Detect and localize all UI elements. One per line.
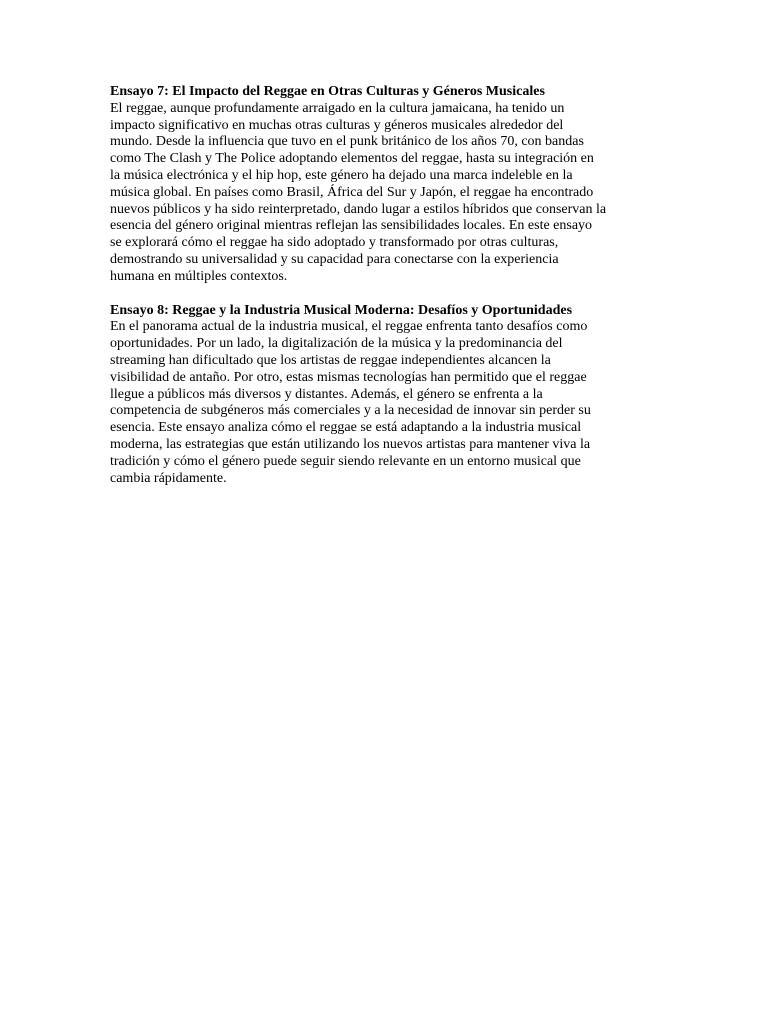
essay-8-line: tradición y cómo el género puede seguir siendo relevante en un entorno musical que	[110, 453, 581, 469]
essay-8-line: En el panorama actual de la industria musical, el reggae enfrenta tanto desafíos como	[110, 319, 588, 335]
essay-7-body	[110, 101, 668, 286]
essay-8-body	[110, 319, 668, 487]
essay-7-line: impacto significativo en muchas otras culturas y géneros musicales alrededor del	[110, 117, 564, 133]
essay-8-line: streaming han dificultado que los artistas de reggae independientes alcancen la	[110, 352, 551, 368]
essay-7-line: El reggae, aunque profundamente arraigado en la cultura jamaicana, ha tenido un	[110, 100, 565, 116]
essay-8-line: llegue a públicos más diversos y distantes. Además, el género se enfrenta a la	[110, 386, 543, 402]
essay-8-title: Ensayo 8: Reggae y la Industria Musical Moderna: Desafíos y Oportunidades	[110, 302, 573, 318]
essay-7-line: esencia del género original mientras reflejan las sensibilidades locales. En este ensayo	[110, 218, 593, 234]
essay-7-line: música global. En países como Brasil, África del Sur y Japón, el reggae ha encontrado	[110, 184, 594, 200]
essay-7-line: se explorará cómo el reggae ha sido adoptado y transformado por otras culturas,	[110, 235, 559, 251]
essay-8-line: cambia rápidamente.	[110, 470, 227, 486]
essay-8-section	[110, 303, 668, 488]
essay-7-line: como The Clash y The Police adoptando elementos del reggae, hasta su integración en	[110, 151, 594, 167]
essay-7-line: la música electrónica y el hip hop, este género ha dejado una marca indeleble en la	[110, 167, 573, 183]
essay-8-line: visibilidad de antaño. Por otro, estas mismas tecnologías han permitido que el reggae	[110, 369, 587, 385]
essay-7-section	[110, 84, 668, 286]
essay-8-line: moderna, las estrategias que están utilizando los nuevos artistas para mantener viva la	[110, 436, 591, 452]
essay-7-title: Ensayo 7: El Impacto del Reggae en Otras Culturas y Géneros Musicales	[110, 84, 545, 99]
essay-8-line: esencia. Este ensayo analiza cómo el reggae se está adaptando a la industria musical	[110, 420, 582, 436]
essay-7-line: humana en múltiples contextos.	[110, 268, 288, 284]
essay-8-line: competencia de subgéneros más comerciales y a la necesidad de innovar sin perder su	[110, 403, 591, 419]
essay-8-line: oportunidades. Por un lado, la digitalización de la música y la predominancia del	[110, 336, 563, 352]
essay-7-line: nuevos públicos y ha sido reinterpretado, dando lugar a estilos híbridos que conservan la	[110, 201, 607, 217]
essay-7-line: demostrando su universalidad y su capacidad para conectarse con la experiencia	[110, 251, 559, 267]
essay-7-line: mundo. Desde la influencia que tuvo en el punk británico de los años 70, con bandas	[110, 134, 584, 150]
